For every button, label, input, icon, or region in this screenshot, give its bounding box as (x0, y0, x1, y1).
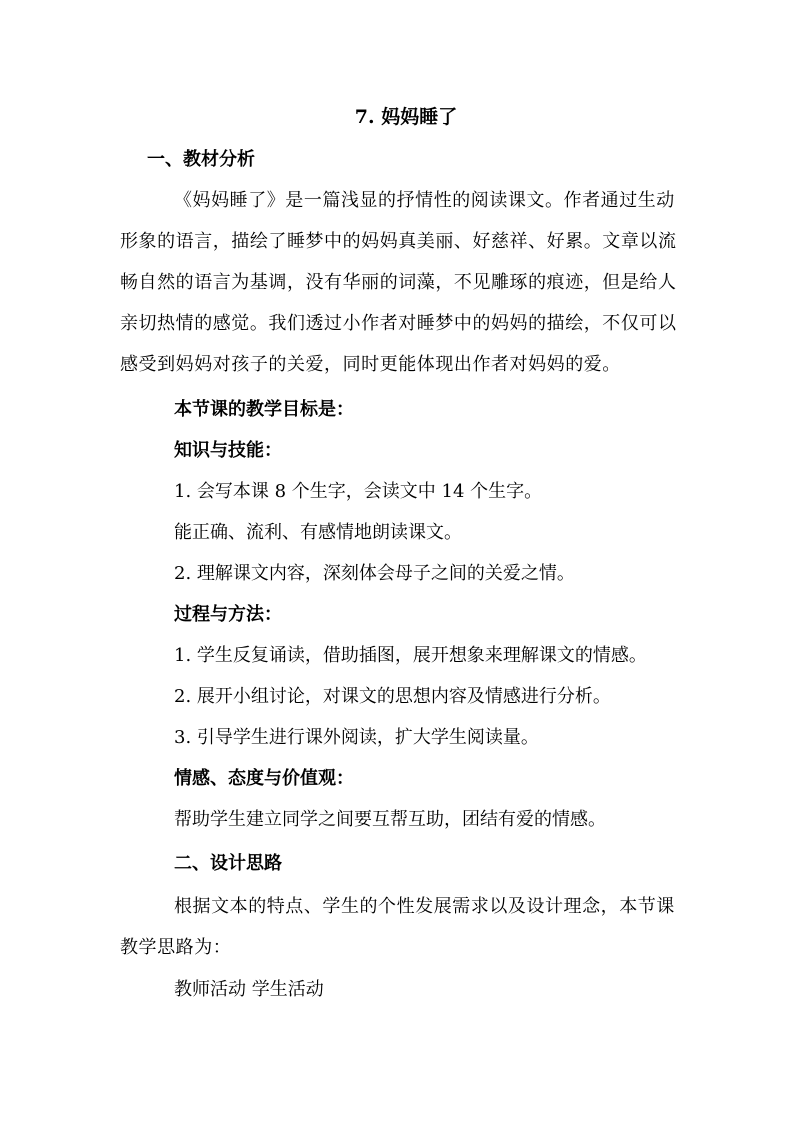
paragraph-line: 感受到妈妈对孩子的关爱，同时更能体现出作者对妈妈的爱。 (120, 354, 621, 375)
knowledge-heading: 知识与技能： (174, 440, 282, 461)
paragraph-line: 《妈妈睡了》是一篇浅显的抒情性的阅读课文。作者通过生动 (174, 190, 675, 211)
goals-heading: 本节课的教学目标是： (174, 399, 354, 420)
paragraph-line: 形象的语言，描绘了睡梦中的妈妈真美丽、好慈祥、好累。文章以流 (120, 231, 677, 252)
process-item: 1. 学生反复诵读，借助插图，展开想象来理解课文的情感。 (174, 645, 647, 666)
paragraph-line: 畅自然的语言为基调，没有华丽的词藻，不见雕琢的痕迹，但是给人 (120, 272, 677, 293)
process-item: 3. 引导学生进行课外阅读，扩大学生阅读量。 (174, 727, 539, 748)
process-item: 2. 展开小组讨论，对课文的思想内容及情感进行分析。 (174, 686, 611, 707)
emotion-heading: 情感、态度与价值观： (174, 768, 354, 789)
document-title: 7. 妈妈睡了 (354, 106, 458, 128)
section-heading-textbook-analysis: 一、教材分析 (147, 149, 255, 170)
process-heading: 过程与方法： (174, 604, 282, 625)
activities-line: 教师活动 学生活动 (174, 979, 324, 1000)
paragraph-line: 教学思路为： (120, 937, 232, 958)
knowledge-item: 1. 会写本课 8 个生字，会读文中 14 个生字。 (174, 481, 543, 502)
section-heading-design-ideas: 二、设计思路 (174, 853, 282, 874)
emotion-item: 帮助学生建立同学之间要互帮互助，团结有爱的情感。 (174, 809, 606, 830)
knowledge-item: 能正确、流利、有感情地朗读课文。 (174, 522, 462, 543)
knowledge-item: 2. 理解课文内容，深刻体会母子之间的关爱之情。 (174, 563, 575, 584)
paragraph-line: 亲切热情的感觉。我们透过小作者对睡梦中的妈妈的描绘，不仅可以 (120, 313, 677, 334)
paragraph-line: 根据文本的特点、学生的个性发展需求以及设计理念，本节课 (174, 896, 675, 917)
